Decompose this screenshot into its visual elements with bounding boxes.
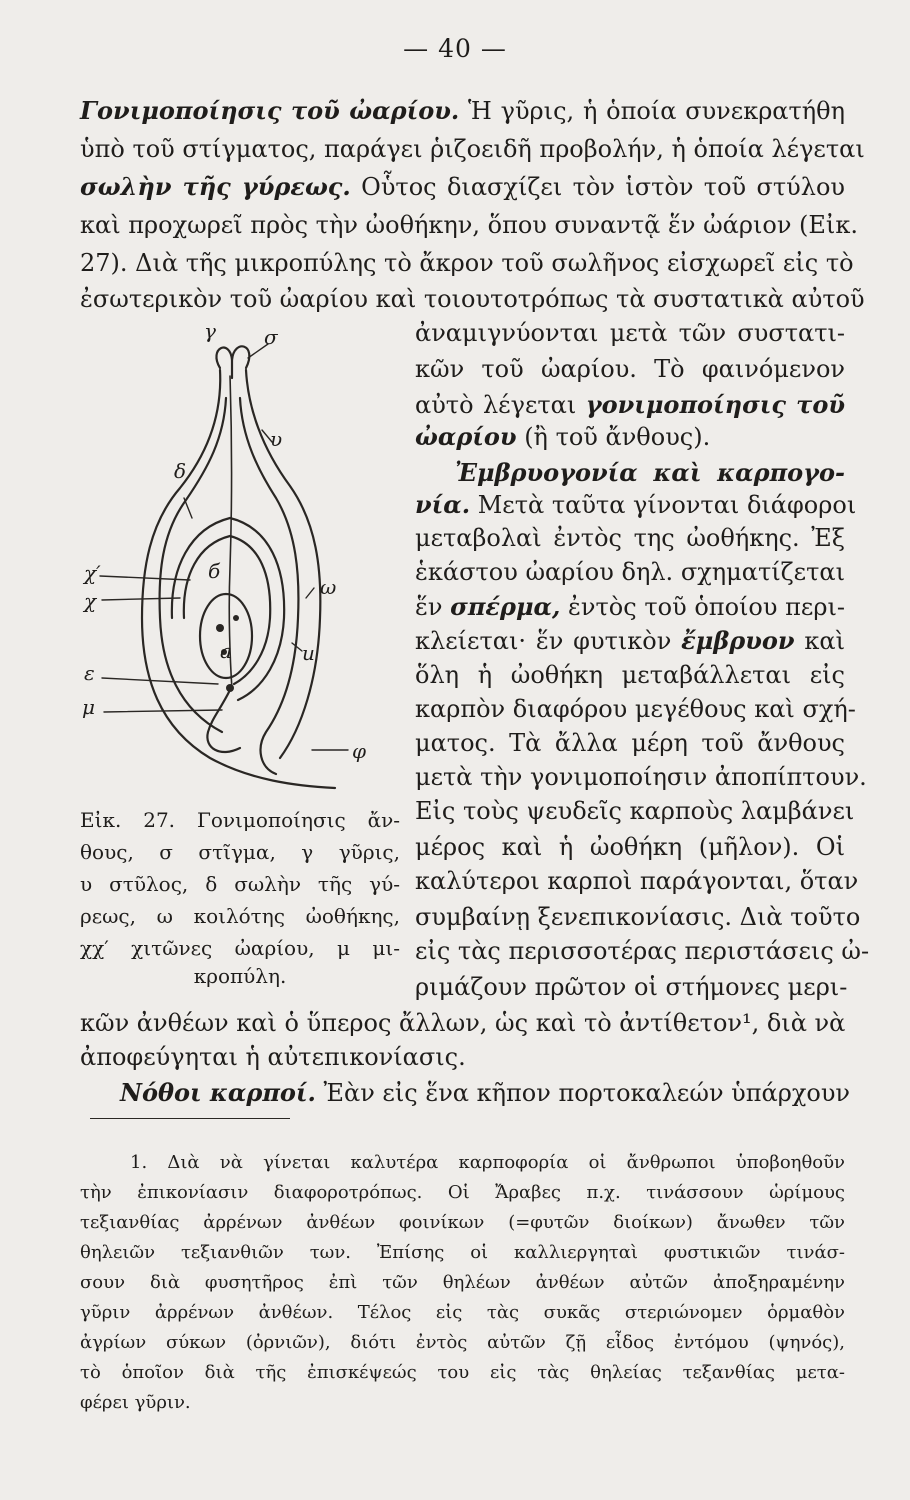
label-alpha: a <box>220 639 232 663</box>
body-line: ἑκάστου ὠαρίου δηλ. σχηματίζεται <box>415 558 845 586</box>
footnote-line: τὸ ὁποῖον διὰ τῆς ἐπισκέψεώς του εἰς τὰς θηλείας τεξανθίας μετα- <box>80 1362 845 1383</box>
footnote-line: τεξιανθίας ἀρρένων ἀνθέων φοινίκων (=φυτῶν διοίκων) ἄνωθεν τῶν <box>80 1212 845 1233</box>
ovule-outer <box>172 518 284 700</box>
footnote-line: σουν διὰ φυσητῆρος ἐπὶ τῶν θηλέων ἀνθέων αὐτῶν ἀποξηραμένην <box>80 1272 845 1293</box>
section-heading: νία. <box>415 490 471 519</box>
flower-fertilization-figure <box>80 318 400 800</box>
label-chi: χ <box>84 589 97 613</box>
line-text: Μετὰ ταῦτα γίνονται διάφοροι <box>470 491 857 519</box>
footnote-rule <box>90 1118 290 1119</box>
footnote-line: γῦριν ἀρρένων ἀνθέων. Τέλος εἰς τὰς συκᾶς στεριώνομεν ὁρμαθὸν <box>80 1302 845 1323</box>
body-line <box>80 96 845 126</box>
section-heading: Γονιμοποίησις τοῦ ὠαρίου. <box>80 96 460 125</box>
body-line: κῶν τοῦ ὠαρίου. Τὸ φαινόμενον <box>415 355 845 383</box>
term: σπέρμα, <box>450 592 561 621</box>
term: ἔμβρυον <box>681 626 795 655</box>
body-line: κῶν ἀνθέων καὶ ὁ ὕπερος ἄλλων, ὡς καὶ τὸ ἀντίθετον¹, διὰ νὰ <box>80 1009 846 1037</box>
section-heading: Νόθοι καρποί. <box>120 1078 316 1107</box>
footnote-line: τὴν ἐπικονίασιν διαφοροτρόπως. Οἱ Ἄραβες π.χ. τινάσσουν ὡρίμους <box>80 1182 845 1203</box>
label-sigma: σ <box>264 325 278 349</box>
line-text: ἕν <box>415 593 451 621</box>
figure-caption-line: θους, σ στῖγμα, γ γῦρις, <box>80 840 400 864</box>
line-text: Οὗτος διασχίζει τὸν ἱστὸν τοῦ στύλου <box>350 173 846 201</box>
embryo-sac <box>200 594 252 678</box>
body-line <box>455 458 845 488</box>
body-line: καλύτεροι καρποὶ παράγονται, ὅταν <box>415 867 859 895</box>
body-line <box>120 1078 851 1108</box>
body-line: ἀποφεύγηται ἡ αὐτεπικονίασις. <box>80 1043 466 1071</box>
label-u: u <box>302 641 315 665</box>
body-line: ἐσωτερικὸν τοῦ ὠαρίου καὶ τοιουτοτρόπως τὰ συστατικὰ αὐτοῦ <box>80 285 865 313</box>
line-text: Ἡ γῦρις, ἡ ὁποία συνεκρατήθη <box>459 97 846 125</box>
body-line <box>80 172 845 202</box>
body-line <box>415 490 857 520</box>
label-epsilon: ε <box>84 661 95 685</box>
label-omega: ω <box>320 575 337 599</box>
body-line: ματος. Τὰ ἄλλα μέρη τοῦ ἄνθους <box>415 729 845 757</box>
body-line: ὑπὸ τοῦ στίγματος, παράγει ῥιζοειδῆ προβολήν, ἡ ὁποία λέγεται <box>80 135 865 163</box>
label-delta: δ <box>174 459 187 483</box>
term: γονιμοποίησις τοῦ <box>585 390 845 419</box>
body-line: μέρος καὶ ἡ ὠοθήκη (μῆλον). Οἱ <box>415 833 845 861</box>
pistil-diagram <box>80 318 400 800</box>
body-line <box>415 390 845 420</box>
figure-caption-line: κροπύλη. <box>193 964 287 988</box>
body-line: Εἰς τοὺς ψευδεῖς καρποὺς λαμβάνει <box>415 797 855 825</box>
term: σωλὴν τῆς γύρεως. <box>80 172 351 201</box>
body-line: ὅλη ἡ ὠοθήκη μεταβάλλεται εἰς <box>415 661 845 689</box>
label-gamma: γ <box>204 319 216 343</box>
page-number: — 40 — <box>403 34 507 63</box>
body-line <box>415 626 845 656</box>
body-line: καρπὸν διαφόρου μεγέθους καὶ σχή- <box>415 695 856 723</box>
body-line <box>415 592 845 622</box>
body-line: ἀναμιγνύονται μετὰ τῶν συστατι- <box>415 319 845 347</box>
figure-caption-line: ρεως, ω κοιλότης ὠοθήκης, <box>80 904 400 928</box>
body-line: συμβαίνῃ ξενεπικονίασις. Διὰ τοῦτο <box>415 903 861 931</box>
footnote-line: φέρει γῦριν. <box>80 1392 191 1413</box>
funiculus <box>207 690 240 752</box>
footnote-line: ἀγρίων σύκων (ὀρνιῶν), διότι ἐντὸς αὐτῶν ζῇ εἶδος ἐντόμου (ψηνός), <box>80 1332 845 1353</box>
line-text: ἐντὸς τοῦ ὁποίου περι- <box>560 593 845 621</box>
body-line: μετὰ τὴν γονιμοποίησιν ἀποπίπτουν. <box>415 763 867 791</box>
line-text: (ἢ τοῦ ἄνθους). <box>516 423 711 451</box>
section-heading: Ἐμβρυογονία καὶ καρπογο- <box>455 458 845 487</box>
term: ὠαρίου <box>415 422 517 451</box>
figure-caption-line: Εἰκ. 27. Γονιμοποίησις ἄν- <box>80 808 400 832</box>
line-text: καὶ <box>794 627 845 655</box>
body-line: ριμάζουν πρῶτον οἱ στήμονες μερι- <box>415 973 848 1001</box>
body-line: μεταβολαὶ ἐντὸς της ὠοθήκης. Ἐξ <box>415 524 845 552</box>
body-line <box>415 422 845 452</box>
footnote-line: 1. Διὰ νὰ γίνεται καλυτέρα καρποφορία οἱ ἄνθρωποι ὑποβοηθοῦν <box>130 1152 845 1173</box>
label-mu: μ <box>82 695 95 719</box>
line-text: κλείεται· ἕν φυτικὸν <box>415 627 682 655</box>
line-text: αὐτὸ λέγεται <box>415 391 586 419</box>
body-line: 27). Διὰ τῆς μικροπύλης τὸ ἄκρον τοῦ σωλῆνος εἰσχωρεῖ εἰς τὸ <box>80 249 854 277</box>
footnote-line: θηλειῶν τεξιανθιῶν των. Ἐπίσης οἱ καλλιεργηταὶ φυστικιῶν τινάσ- <box>80 1242 845 1263</box>
label-beta: б <box>208 559 221 583</box>
figure-caption-line: υ στῦλος, δ σωλὴν τῆς γύ- <box>80 872 400 896</box>
label-chi-prime: χ′ <box>84 561 101 585</box>
figure-caption-line: χχ′ χιτῶνες ὠαρίου, μ μι- <box>80 936 400 960</box>
body-line: καὶ προχωρεῖ πρὸς τὴν ὠοθήκην, ὅπου συναντᾷ ἕν ὠάριον (Εἰκ. <box>80 211 858 239</box>
label-phi: φ <box>352 739 367 763</box>
line-text: Ἐὰν εἰς ἕνα κῆπον πορτοκαλεών ὑπάρχουν <box>315 1079 851 1107</box>
body-line: εἰς τὰς περισσοτέρας περιστάσεις ὠ- <box>415 937 870 965</box>
label-upsilon: υ <box>270 427 283 451</box>
